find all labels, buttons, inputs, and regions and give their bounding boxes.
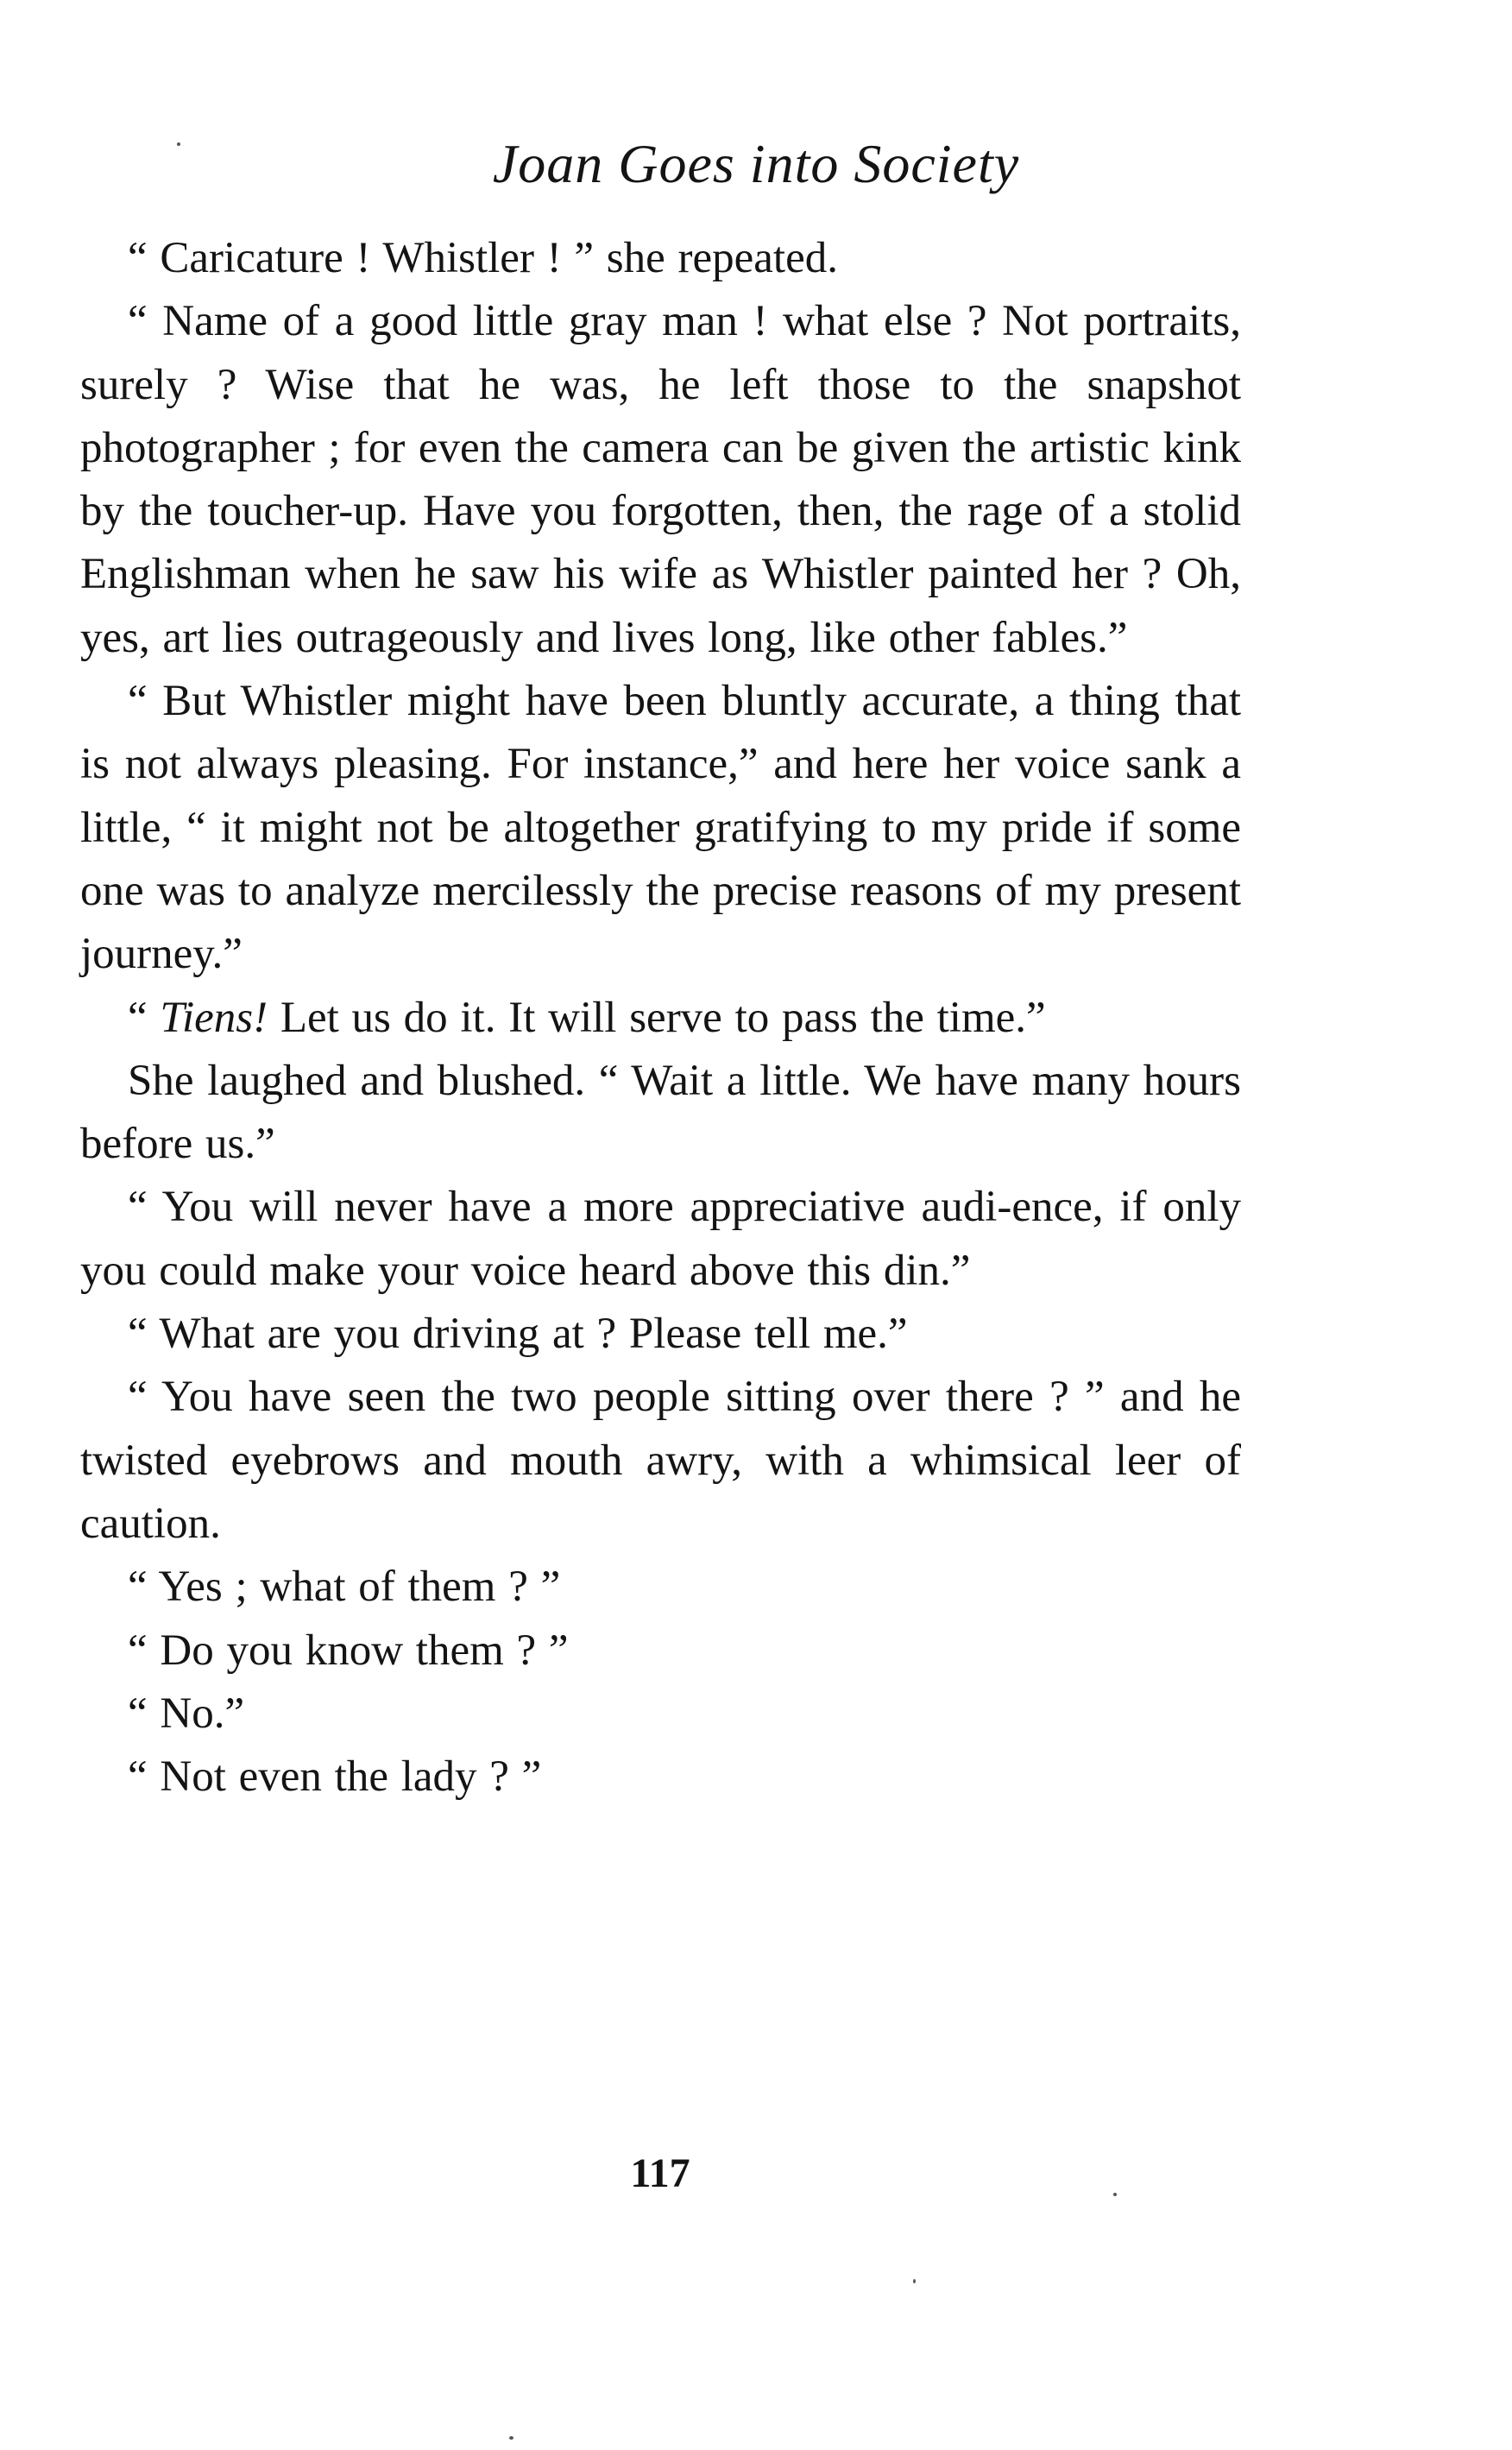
paragraph [80,290,1241,670]
paragraph [80,1303,1241,1366]
italic-word: Tiens! [160,993,268,1042]
print-speck [1113,2193,1117,2196]
body-text [80,227,1241,1809]
page-number: 117 [630,2150,690,2196]
paragraph [80,1683,1241,1746]
paragraph-text: “ Name of a good little gray man ! what else ? Not portraits, surely ? Wise that he was, he left those to the snapshot photographer ; for even the camera can be given the artistic kink by the toucher-up. Have you forgotten, then, the rage of a stolid Englishman when he saw his wife as Whistler painted her ? Oh, yes, art lies outrageously and lives long, like other fables.” [80,297,1241,662]
paragraph-text: “ You will never have a more appreciative audi-ence, if only you could make your voice heard above this din.” [80,1183,1241,1295]
paragraph [80,227,1241,290]
paragraph-text: “ What are you driving at ? Please tell me.” [128,1310,908,1359]
paragraph-text: She laughed and blushed. “ Wait a little. We have many hours before us.” [80,1056,1241,1169]
paragraph-text: “ Not even the lady ? ” [128,1752,542,1802]
paragraph [80,987,1241,1050]
paragraph-text: “ Do you know them ? ” [128,1626,569,1675]
paragraph-text: “ You have seen the two people sitting over there ? ” and he twisted eyebrows and mouth awry, with a whimsical leer of caution. [80,1373,1241,1548]
paragraph-text: “ [128,993,161,1042]
paragraph-text: “ Yes ; what of them ? ” [128,1563,561,1612]
print-speck [509,2436,513,2440]
paragraph-text: Let us do it. It will serve to pass the time.” [268,993,1046,1042]
print-speck [177,142,180,146]
paragraph [80,1746,1241,1809]
paragraph [80,1620,1241,1683]
paragraph [80,670,1241,986]
paragraph-text: “ Caricature ! Whistler ! ” she repeated. [128,234,838,282]
print-speck [913,2279,916,2283]
paragraph [80,1556,1241,1619]
paragraph-text: “ No.” [128,1689,245,1738]
paragraph [80,1050,1241,1177]
paragraph [80,1366,1241,1556]
paragraph-text: “ But Whistler might have been bluntly accurate, a thing that is not always pleasing. For instance,” and here her voice sank a little, “ it might not be altogether gratifying to my pride if some one was to analyze mercilessly the precise reasons of my present journey.” [80,677,1241,979]
running-head: Joan Goes into Society [492,133,1020,194]
paragraph [80,1176,1241,1303]
